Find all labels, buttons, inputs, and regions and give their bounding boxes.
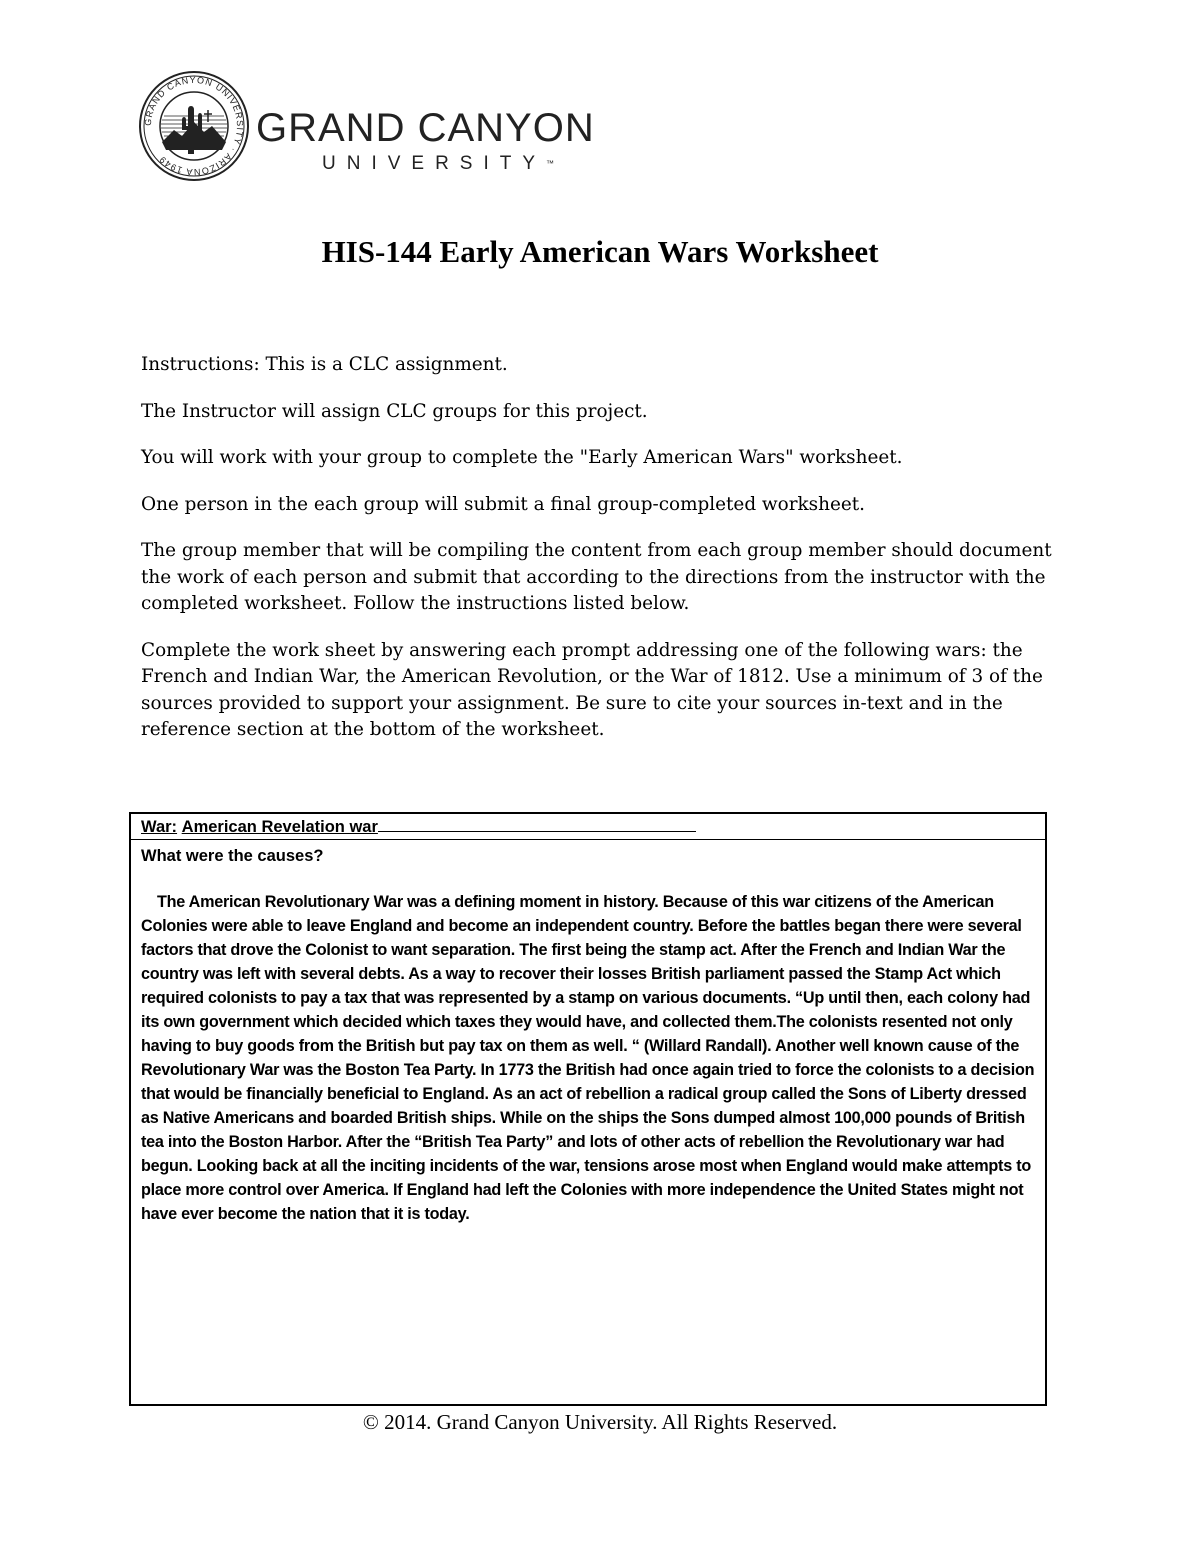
war-row	[131, 814, 1045, 840]
instruction-paragraph: The group member that will be compiling the content from each group member should document the work of each person and submit that according to the directions from the instructor with the completed worksheet. Follow the instructions listed below.	[141, 540, 1052, 614]
war-value[interactable]: American Revelation war	[181, 818, 378, 836]
university-seal-icon	[138, 70, 250, 182]
seal-ring-text: GRAND CANYON UNIVERSITY · ARIZONA 1949	[142, 74, 246, 178]
instruction-paragraph: Instructions: This is a CLC assignment.	[141, 354, 508, 375]
logo-university-text: UNIVERSITY	[322, 153, 547, 174]
worksheet-table	[129, 812, 1047, 1406]
instruction-paragraph: You will work with your group to complete the "Early American Wars" worksheet.	[141, 447, 903, 468]
copyright-footer: © 2014. Grand Canyon University. All Rights Reserved.	[362, 1410, 838, 1434]
instructions-section	[141, 352, 1071, 764]
instruction-paragraph: One person in the each group will submit a final group-completed worksheet.	[141, 493, 865, 515]
university-logo	[138, 70, 618, 180]
trademark-symbol: ™	[546, 159, 555, 168]
logo-line-grand-canyon: GRAND CANYON	[256, 106, 595, 150]
causes-answer[interactable]: The American Revolutionary War was a defining moment in history. Because of this war citizens of the American Colonies were able to leave England and become an independent country. Before the battles began there were several factors that drove the Colonist to want separation. The first being the stamp act. After the French and Indian War the country was left with several debts. As a way to recover their losses British parliament passed the Stamp Act which required colonists to pay a tax that was represented by a stamp on various documents. “Up until then, each colony had its own government which decided which taxes they would have, and collected them.The colonists resented not only having to buy goods from the British but pay tax on them as well. “ (Willard Randall). Another well known cause of the Revolutionary War was the Boston Tea Party. In 1773 the British had once again tried to force the colonists to a decision that would be financially beneficial to England. As an act of rebellion a radical group called the Sons of Liberty dressed as Native Americans and boarded British ships. While on the ships the Sons dumped almost 100,000 pounds of British tea into the Boston Harbor. After the “British Tea Party” and lots of other acts of rebellion the Revolutionary war had begun. Looking back at all the inciting incidents of the war, tensions arose most when England would make attempts to place more control over America. If England had left the Colonies with more independence the United States might not have ever become the nation that it is today.	[141, 893, 1035, 1223]
instruction-paragraph: Complete the work sheet by answering each prompt addressing one of the following wars: the French and Indian War, the American Revolution, or the War of 1812. Use a minimum of 3 of the sources provided to support your assignment. Be sure to cite your sources in-text and in the reference section at the bottom of the worksheet.	[141, 639, 1043, 740]
war-label: War:	[141, 818, 178, 836]
logo-line-university	[322, 154, 595, 174]
war-blank-underline	[378, 817, 696, 832]
university-wordmark	[256, 108, 595, 174]
causes-question: What were the causes?	[141, 847, 324, 865]
document-title: HIS-144 Early American Wars Worksheet	[321, 234, 879, 269]
instruction-paragraph: The Instructor will assign CLC groups for this project.	[141, 400, 648, 422]
